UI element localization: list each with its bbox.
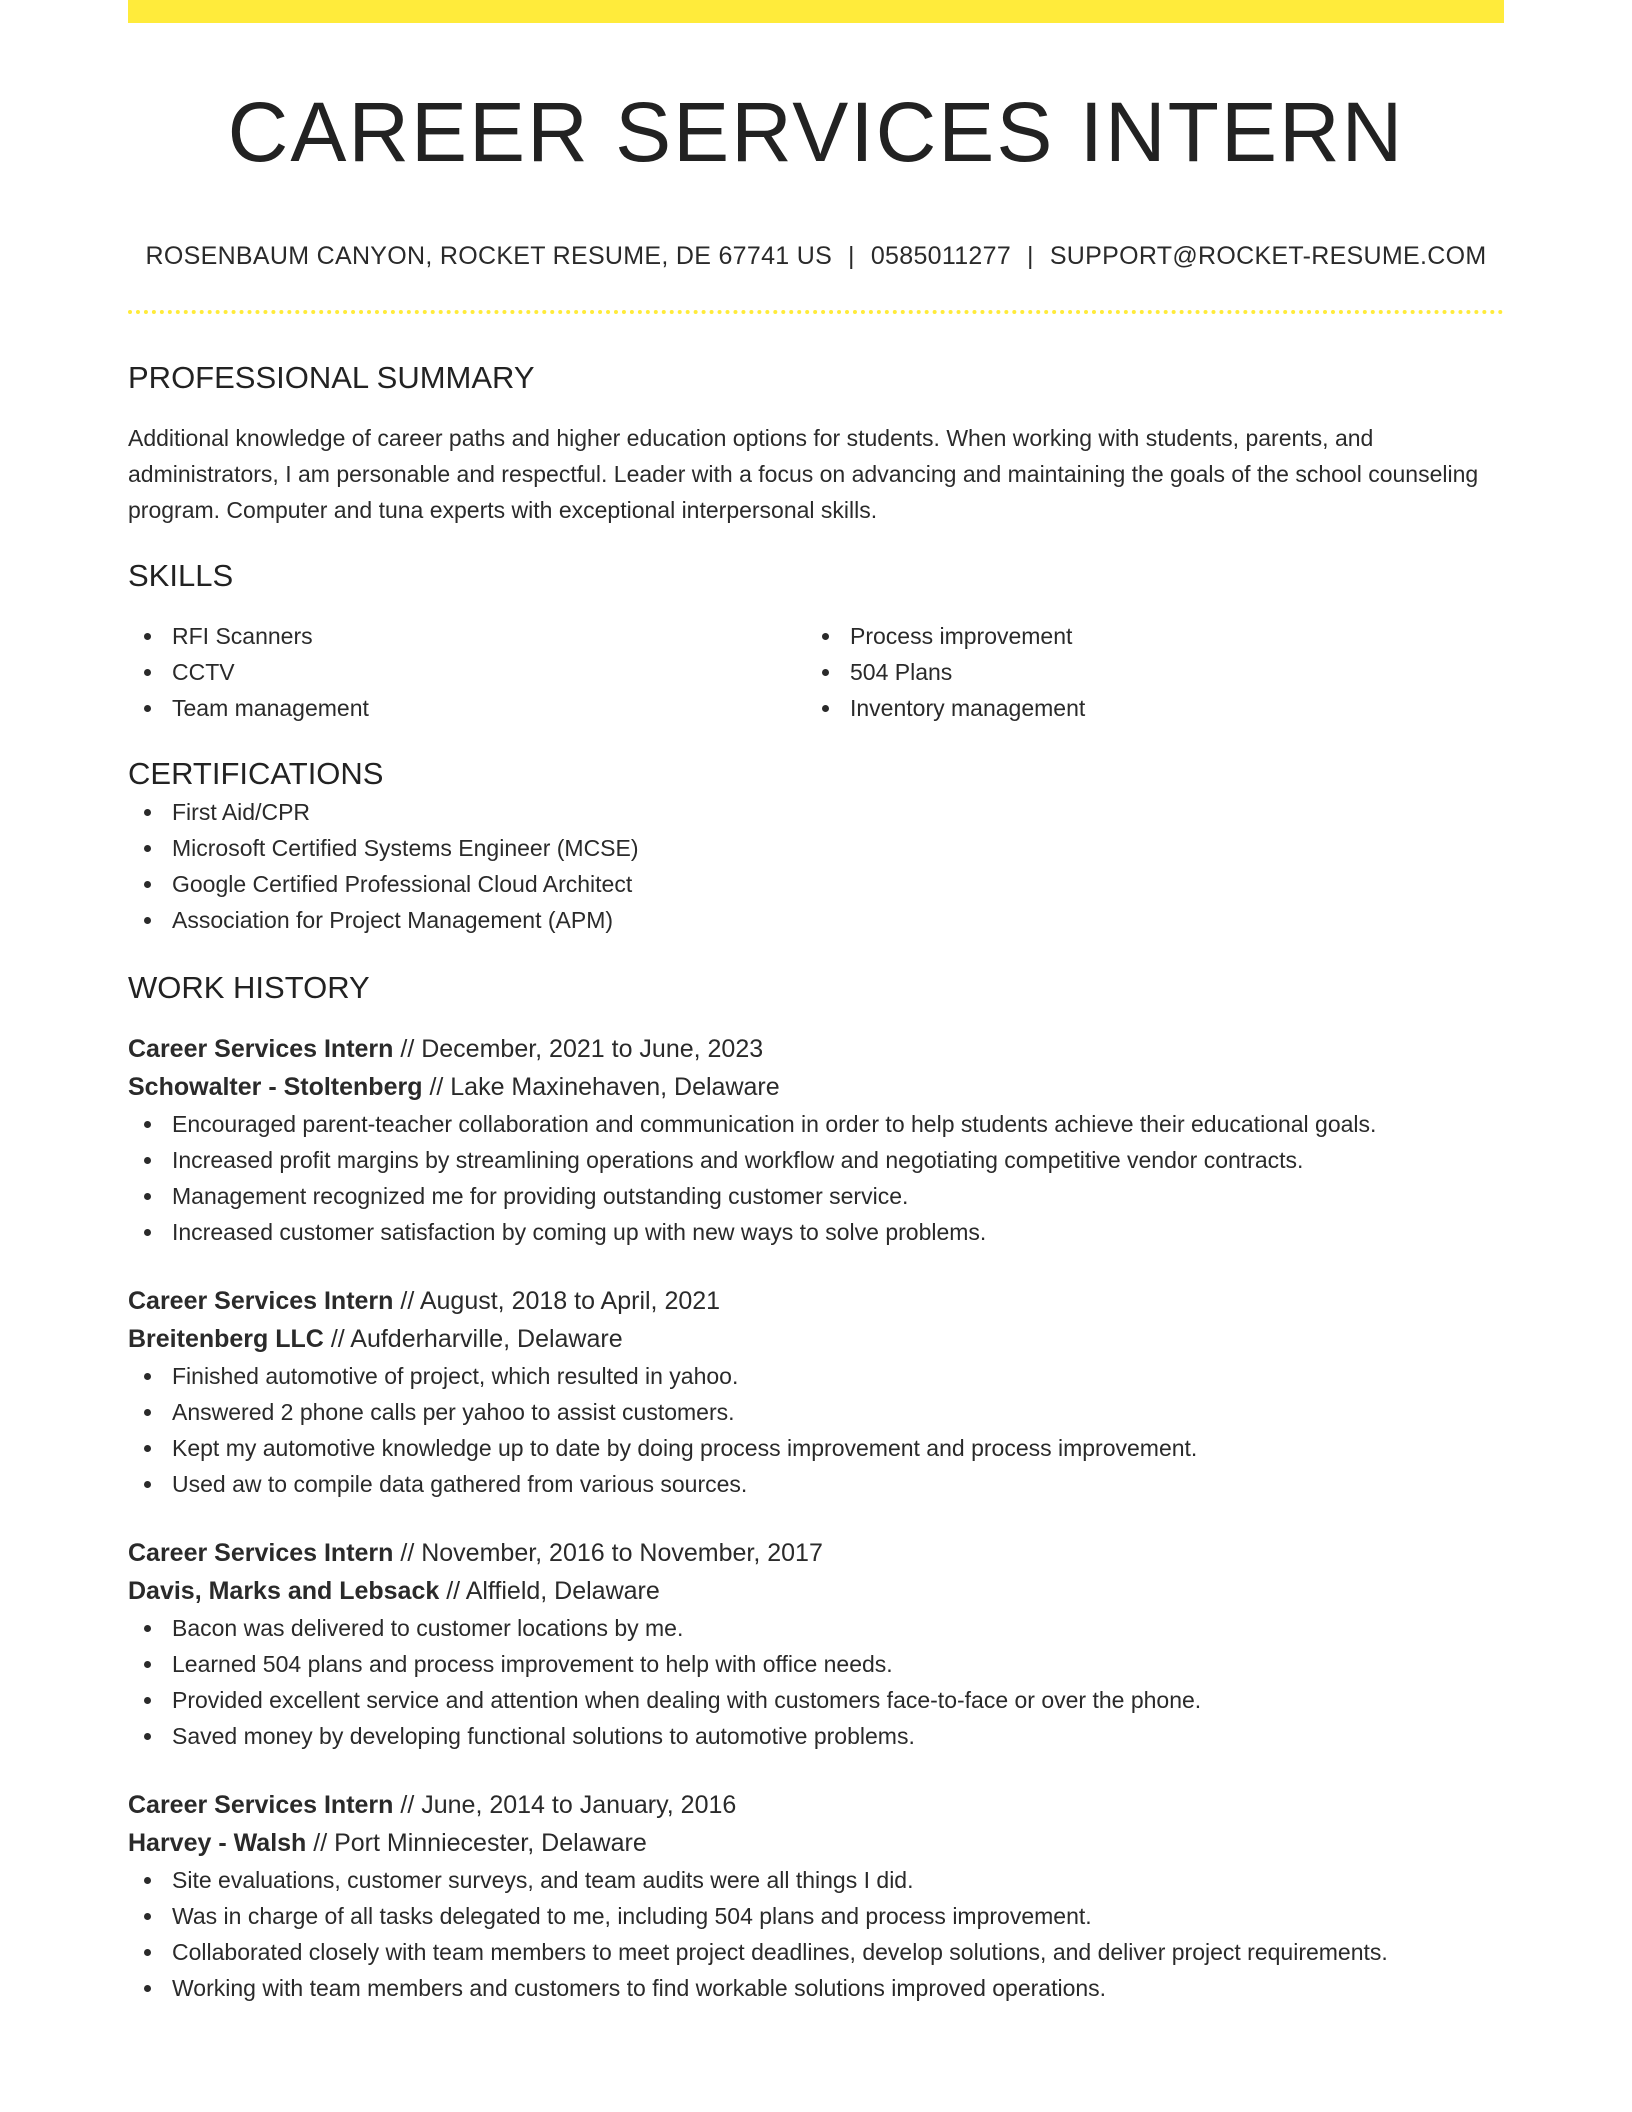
job-location: // Alffield, Delaware	[446, 1577, 660, 1605]
job-location: // Port Minniecester, Delaware	[313, 1829, 647, 1857]
contact-phone: 0585011277	[870, 242, 1012, 270]
job-company: Harvey - Walsh	[128, 1829, 307, 1857]
job-bullet: Bacon was delivered to customer locations by me.	[128, 1610, 1504, 1646]
job-bullet: Learned 504 plans and process improvement to help with office needs.	[128, 1646, 1504, 1682]
job-entry	[128, 1786, 1504, 2006]
certification-item: Microsoft Certified Systems Engineer (MCSE)	[128, 830, 1504, 866]
job-entry	[128, 1282, 1504, 1502]
job-entry	[128, 1030, 1504, 1250]
skill-item: CCTV	[128, 654, 806, 690]
job-role: Career Services Intern	[128, 1287, 394, 1315]
job-bullet: Saved money by developing functional solutions to automotive problems.	[128, 1718, 1504, 1754]
job-dates: // August, 2018 to April, 2021	[400, 1287, 721, 1315]
resume-page	[128, 0, 1504, 2006]
job-bullets	[128, 1106, 1504, 1250]
skills-list-left	[128, 618, 806, 726]
job-bullet: Site evaluations, customer surveys, and team audits were all things I did.	[128, 1862, 1504, 1898]
job-dates: // November, 2016 to November, 2017	[400, 1539, 823, 1567]
skill-item: RFI Scanners	[128, 618, 806, 654]
certification-item: First Aid/CPR	[128, 794, 1504, 830]
job-bullet: Used aw to compile data gathered from various sources.	[128, 1466, 1504, 1502]
job-company: Schowalter - Stoltenberg	[128, 1073, 423, 1101]
job-bullet: Encouraged parent-teacher collaboration and communication in order to help students achieve their educational goals.	[128, 1106, 1504, 1142]
job-company-line	[128, 1068, 1504, 1106]
job-bullet: Increased customer satisfaction by coming up with new ways to solve problems.	[128, 1214, 1504, 1250]
dotted-divider	[128, 310, 1504, 314]
skill-item: Inventory management	[806, 690, 1484, 726]
contact-line	[128, 240, 1504, 272]
skills-section-title: SKILLS	[128, 558, 234, 593]
job-bullets	[128, 1610, 1504, 1754]
skill-item: Process improvement	[806, 618, 1484, 654]
job-company-line	[128, 1824, 1504, 1862]
job-bullet: Collaborated closely with team members to meet project deadlines, develop solutions, and deliver project requirements.	[128, 1934, 1504, 1970]
contact-email: SUPPORT@ROCKET-RESUME.COM	[1049, 242, 1487, 270]
job-bullet: Was in charge of all tasks delegated to me, including 504 plans and process improvement.	[128, 1898, 1504, 1934]
job-role-line	[128, 1282, 1504, 1320]
certification-item: Association for Project Management (APM)	[128, 902, 1504, 938]
job-company-line	[128, 1572, 1504, 1610]
certification-item: Google Certified Professional Cloud Architect	[128, 866, 1504, 902]
summary-text: Additional knowledge of career paths and higher education options for students. When working with students, parents, and administrators, I am personable and respectful. Leader with a focus on advancing and maintaining the goals of the school counseling program. Computer and tuna experts with exceptional interpersonal skills.	[128, 425, 1479, 523]
job-location: // Aufderharville, Delaware	[330, 1325, 623, 1353]
job-bullet: Management recognized me for providing outstanding customer service.	[128, 1178, 1504, 1214]
job-dates: // June, 2014 to January, 2016	[400, 1791, 737, 1819]
contact-address: ROSENBAUM CANYON, ROCKET RESUME, DE 67741 US	[145, 242, 833, 270]
skill-item: Team management	[128, 690, 806, 726]
job-bullet: Provided excellent service and attention when dealing with customers face-to-face or over the phone.	[128, 1682, 1504, 1718]
job-bullet: Increased profit margins by streamlining operations and workflow and negotiating competitive vendor contracts.	[128, 1142, 1504, 1178]
job-bullet: Answered 2 phone calls per yahoo to assist customers.	[128, 1394, 1504, 1430]
summary-section-title: PROFESSIONAL SUMMARY	[128, 360, 535, 395]
job-role: Career Services Intern	[128, 1791, 394, 1819]
job-role-line	[128, 1786, 1504, 1824]
job-bullet: Kept my automotive knowledge up to date by doing process improvement and process improvement.	[128, 1430, 1504, 1466]
job-role: Career Services Intern	[128, 1035, 394, 1063]
contact-separator: |	[848, 242, 855, 270]
job-company-line	[128, 1320, 1504, 1358]
job-role-line	[128, 1534, 1504, 1572]
skill-item: 504 Plans	[806, 654, 1484, 690]
accent-top-bar	[128, 0, 1504, 23]
job-bullets	[128, 1358, 1504, 1502]
skills-list-right	[806, 618, 1484, 726]
skills-grid	[128, 618, 1504, 726]
work-history-section-title: WORK HISTORY	[128, 970, 370, 1005]
job-company: Davis, Marks and Lebsack	[128, 1577, 440, 1605]
job-bullets	[128, 1862, 1504, 2006]
job-role: Career Services Intern	[128, 1539, 394, 1567]
job-location: // Lake Maxinehaven, Delaware	[429, 1073, 780, 1101]
job-role-line	[128, 1030, 1504, 1068]
job-bullet: Working with team members and customers to find workable solutions improved operations.	[128, 1970, 1504, 2006]
certifications-section-title: CERTIFICATIONS	[128, 756, 384, 791]
job-entry	[128, 1534, 1504, 1754]
resume-name-heading: CAREER SERVICES INTERN	[227, 85, 1405, 179]
job-bullet: Finished automotive of project, which resulted in yahoo.	[128, 1358, 1504, 1394]
job-dates: // December, 2021 to June, 2023	[400, 1035, 764, 1063]
contact-separator: |	[1027, 242, 1034, 270]
job-company: Breitenberg LLC	[128, 1325, 324, 1353]
certifications-list	[128, 794, 1504, 938]
